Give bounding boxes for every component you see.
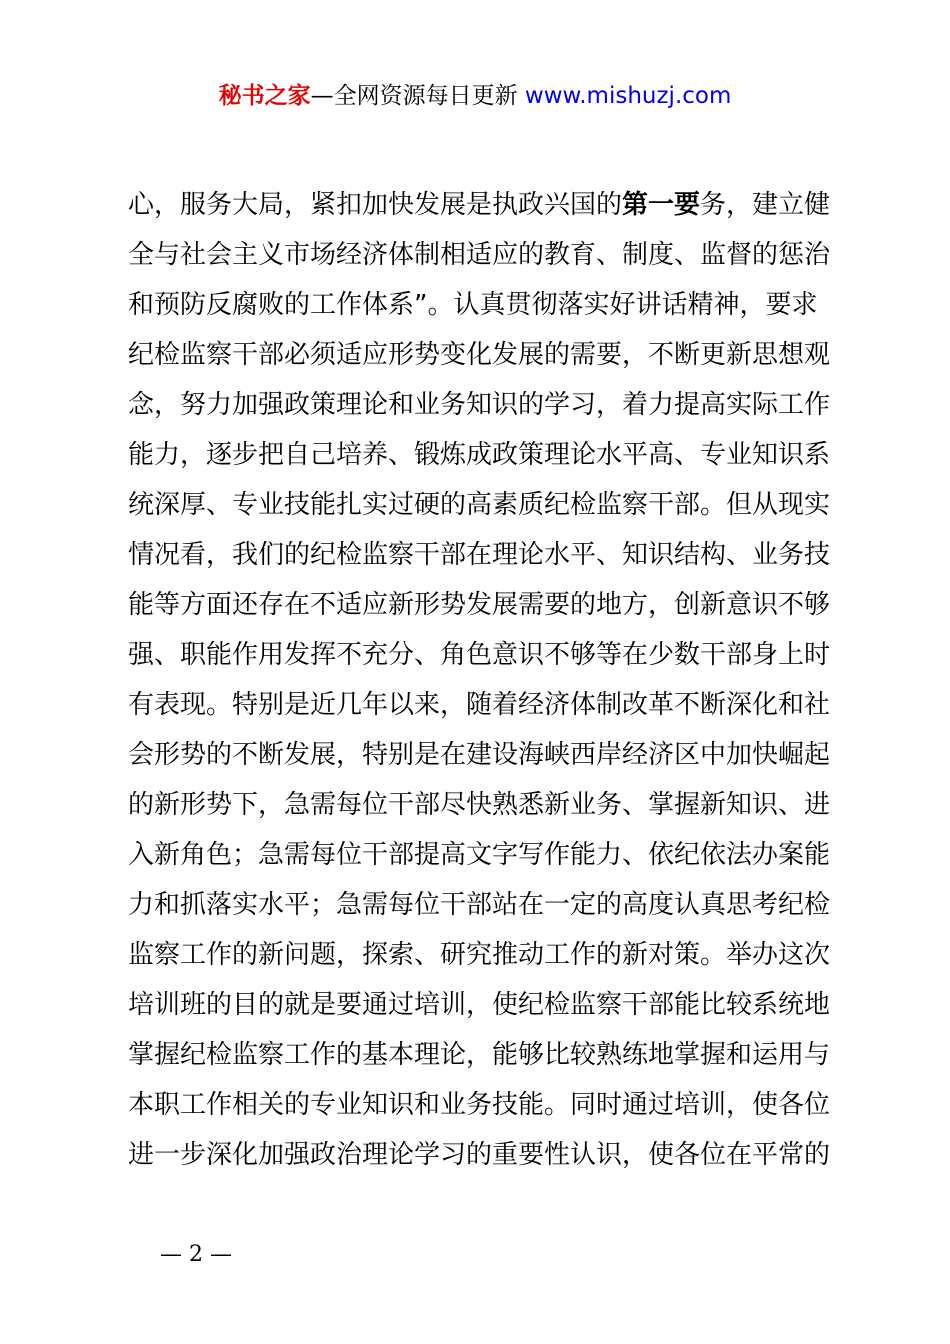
text-line: 念，努力加强政策理论和业务知识的学习，着力提高实际工作 [128,390,831,420]
text-line: 掌握纪检监察工作的基本理论，能够比较熟练地掌握和运用与 [128,1040,831,1070]
text-line: 监察工作的新问题，探索、研究推动工作的新对策。举办这次 [128,940,831,970]
text-line: 情况看，我们的纪检监察干部在理论水平、知识结构、业务技 [128,540,831,570]
site-url-link[interactable]: www.mishuzj.com [524,83,732,109]
text-line: 能等方面还存在不适应新形势发展需要的地方，创新意识不够 [128,590,831,620]
text-line: 和预防反腐败的工作体系”。认真贯彻落实好讲话精神，要求 [128,290,818,320]
text-line: 进一步深化加强政治理论学习的重要性认识，使各位在平常的 [128,1140,831,1170]
page-number: — 2 — [160,1242,232,1267]
text-line: 会形势的不断发展，特别是在建设海峡西岸经济区中加快崛起 [128,740,831,770]
text-line: 纪检监察干部必须适应形势变化发展的需要，不断更新思想观 [128,340,831,370]
text-line: 全与社会主义市场经济体制相适应的教育、制度、监督的惩治 [128,240,831,270]
text-line: 的新形势下，急需每位干部尽快熟悉新业务、掌握新知识、进 [128,790,831,820]
text-line: 培训班的目的就是要通过培训，使纪检监察干部能比较系统地 [128,990,831,1020]
text-line: 力和抓落实水平；急需每位干部站在一定的高度认真思考纪检 [128,890,831,920]
text-segment: 心，服务大局，紧扣加快发展是执政兴国的 [128,190,623,220]
site-brand: 秘书之家 [218,83,311,109]
text-line [128,180,840,230]
text-line: 本职工作相关的专业知识和业务技能。同时通过培训，使各位 [128,1090,831,1120]
bold-text-segment: 第一要 [622,190,701,220]
site-tagline: —全网资源每日更新 [310,83,518,109]
text-line: 统深厚、专业技能扎实过硬的高素质纪检监察干部。但从现实 [128,490,831,520]
site-header [0,80,950,112]
document-body [128,180,840,1180]
text-segment: 务，建立健 [700,190,831,220]
text-line: 有表现。特别是近几年以来，随着经济体制改革不断深化和社 [128,690,831,720]
text-line: 强、职能作用发挥不充分、角色意识不够等在少数干部身上时 [128,640,831,670]
text-line: 能力，逐步把自己培养、锻炼成政策理论水平高、专业知识系 [128,440,831,470]
text-line: 入新角色；急需每位干部提高文字写作能力、依纪依法办案能 [128,840,831,870]
